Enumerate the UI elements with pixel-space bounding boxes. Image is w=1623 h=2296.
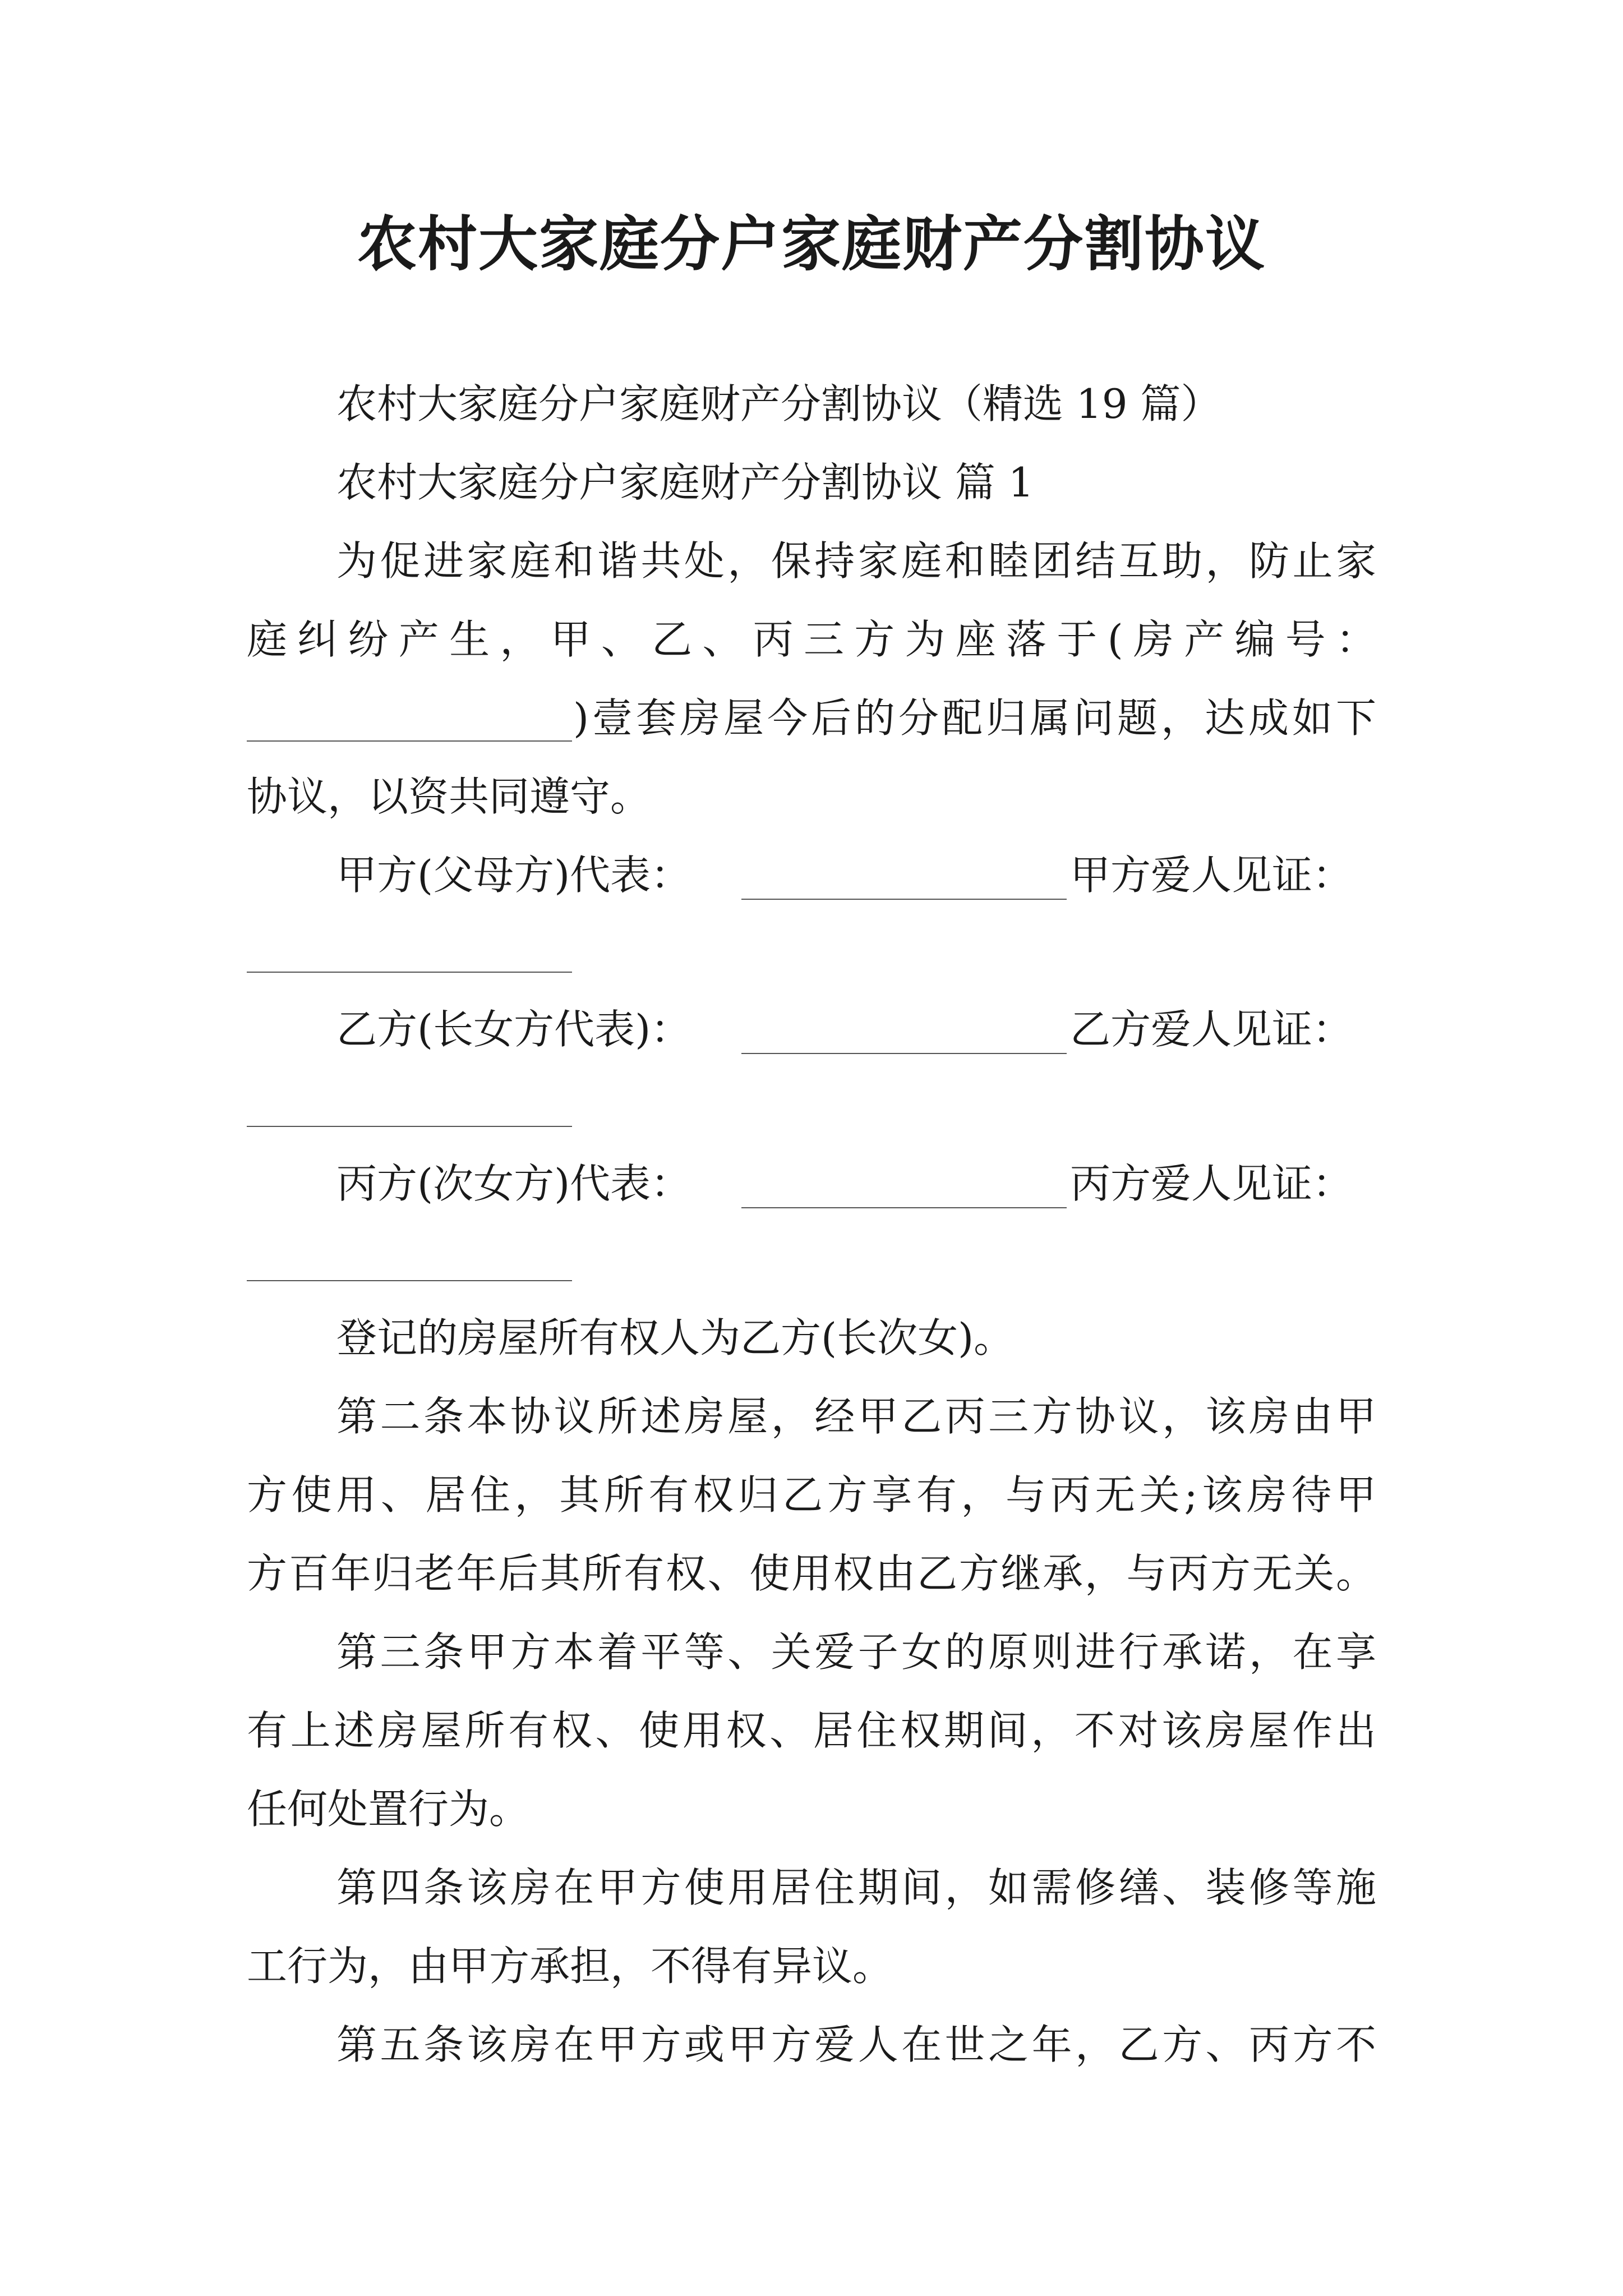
party-a-witness-blank xyxy=(247,970,572,973)
article2-line-1: 第二条本协议所述房屋，经甲乙丙三方协议，该房由甲 xyxy=(336,1393,1376,1440)
party-b-witness-label: 乙方爱人见证： xyxy=(1070,1006,1353,1053)
registration-line: 登记的房屋所有权人为乙方(长次女)。 xyxy=(336,1314,1015,1361)
article4-line-1: 第四条该房在甲方使用居住期间，如需修缮、装修等施 xyxy=(336,1864,1376,1911)
blank-house-number xyxy=(247,739,572,742)
intro-line-4: 协议，以资共同遵守。 xyxy=(247,773,651,820)
article3-line-3: 任何处置行为。 xyxy=(247,1786,530,1833)
article5-line-1: 第五条该房在甲方或甲方爱人在世之年，乙方、丙方不 xyxy=(336,2021,1376,2068)
party-c-witness-label: 丙方爱人见证： xyxy=(1070,1160,1353,1207)
party-a-rep-label: 甲方(父母方)代表： xyxy=(336,852,691,899)
document-title: 农村大家庭分户家庭财产分割协议 xyxy=(357,209,1266,279)
party-c-rep-label: 丙方(次女方)代表： xyxy=(336,1160,691,1207)
party-a-witness-label: 甲方爱人见证： xyxy=(1070,852,1353,899)
intro-line-2: 庭纠纷产生，甲、乙、丙三方为座落于(房产编号： xyxy=(247,616,1376,663)
article3-line-1: 第三条甲方本着平等、关爱子女的原则进行承诺，在享 xyxy=(336,1628,1376,1676)
article4-line-2: 工行为，由甲方承担，不得有异议。 xyxy=(247,1943,893,1990)
article2-line-3: 方百年归老年后其所有权、使用权由乙方继承，与丙方无关。 xyxy=(247,1550,1376,1597)
chapter-heading: 农村大家庭分户家庭财产分割协议 篇 1 xyxy=(336,459,1034,506)
intro-line-1: 为促进家庭和谐共处，保持家庭和睦团结互助，防止家 xyxy=(336,537,1376,585)
document-subtitle: 农村大家庭分户家庭财产分割协议（精选 19 篇） xyxy=(336,380,1221,427)
party-c-rep-blank xyxy=(741,1206,1067,1208)
intro-line-3: )壹套房屋今后的分配归属问题，达成如下 xyxy=(573,694,1376,742)
party-a-rep-blank xyxy=(741,898,1067,900)
party-b-rep-label: 乙方(长女方代表)： xyxy=(336,1006,691,1053)
party-b-witness-blank xyxy=(247,1125,572,1127)
party-b-rep-blank xyxy=(741,1052,1067,1054)
article2-line-2: 方使用、居住，其所有权归乙方享有，与丙无关;该房待甲 xyxy=(247,1471,1376,1519)
article3-line-2: 有上述房屋所有权、使用权、居住权期间，不对该房屋作出 xyxy=(247,1707,1376,1754)
party-c-witness-blank xyxy=(247,1279,572,1281)
